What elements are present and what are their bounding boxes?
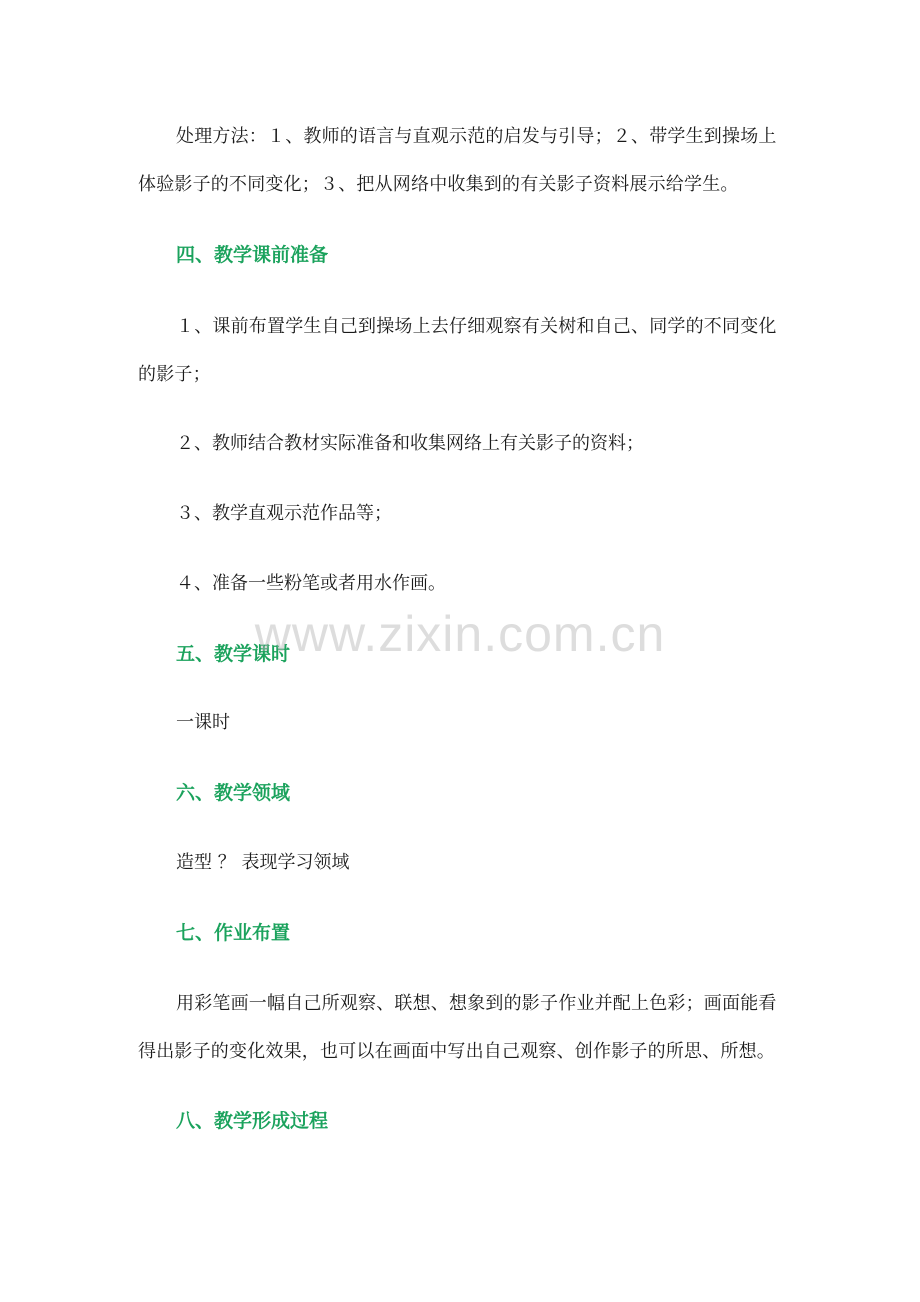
section-heading-7: 七、作业布置	[176, 922, 291, 944]
section-heading-8: 八、教学形成过程	[176, 1110, 329, 1132]
prep-item-4: ４、准备一些粉笔或者用水作画。	[176, 573, 446, 594]
site-watermark: www.zixin.com.cn	[254, 606, 666, 662]
section-heading-6: 六、教学领域	[176, 782, 291, 804]
homework-paragraph: 用彩笔画一幅自己所观察、联想、想象到的影子作业并配上色彩；画面能看得出影子的变化效果，也可以在画面中写出自己观察、创作影子的所思、所想。	[138, 993, 777, 1062]
prep-item-3: ３、教学直观示范作品等；	[176, 503, 392, 524]
method-paragraph: 处理方法：１、教师的语言与直观示范的启发与引导；２、带学生到操场上体验影子的不同变化；３、把从网络中收集到的有关影子资料展示给学生。	[138, 126, 777, 195]
prep-item-1: １、课前布置学生自己到操场上去仔细观察有关树和自己、同学的不同变化的影子；	[138, 316, 777, 385]
section-heading-5: 五、教学课时	[176, 643, 291, 665]
prep-item-2: ２、教师结合教材实际准备和收集网络上有关影子的资料；	[176, 433, 644, 454]
domain-text: 造型 ？ 表现学习领域	[176, 852, 350, 873]
section-heading-4: 四、教学课前准备	[176, 244, 329, 266]
lesson-count-text: 一课时	[176, 712, 230, 733]
